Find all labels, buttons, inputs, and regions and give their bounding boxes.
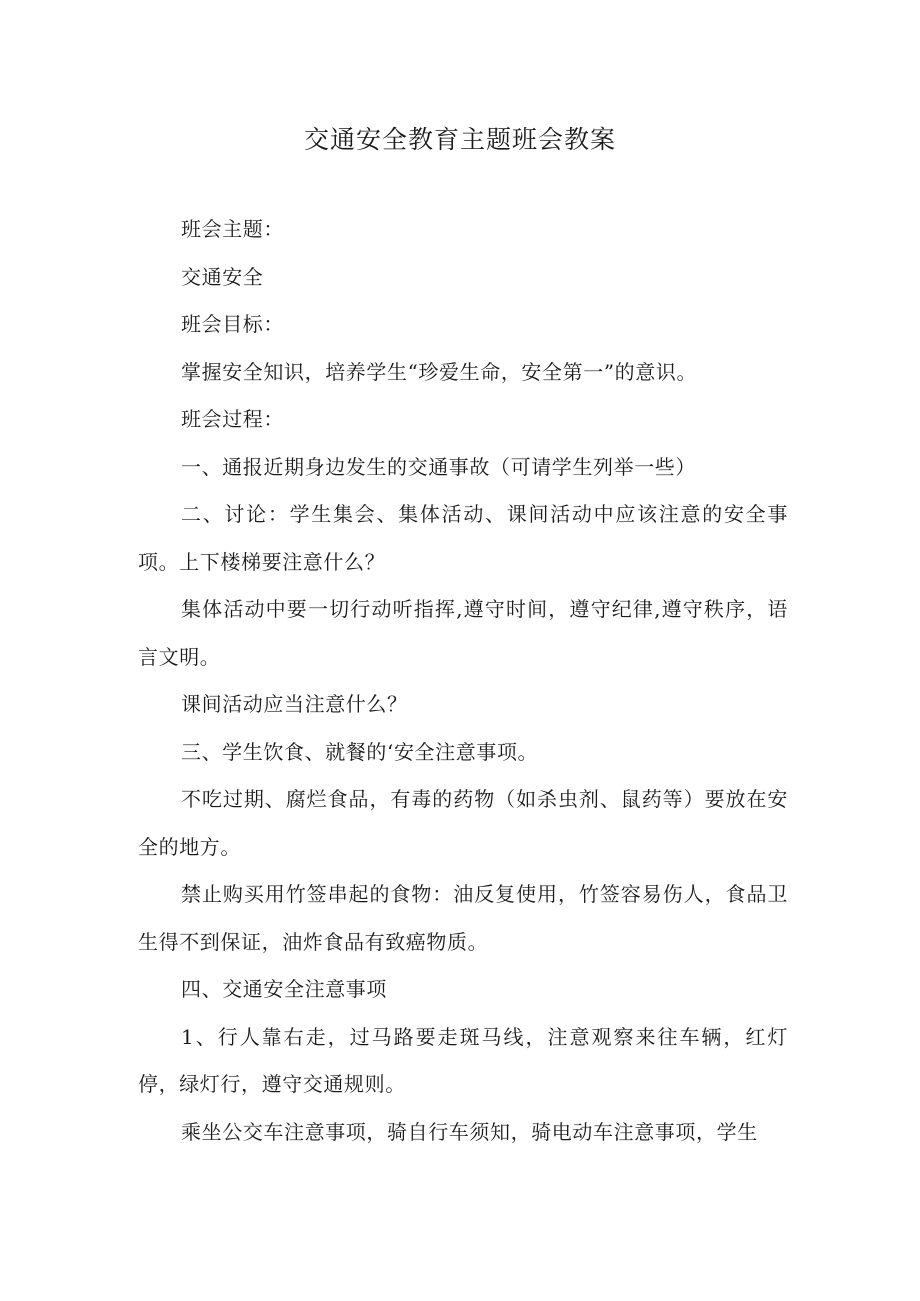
paragraph-pedestrian-rules: 1、行人靠右走，过马路要走斑马线，注意观察来往车辆，红灯停，绿灯行，遵守交通规则。: [138, 1024, 788, 1096]
paragraph-meeting-goal-label: 班会目标：: [181, 312, 284, 336]
paragraph-vehicle-notes: 乘坐公交车注意事项，骑自行车须知，骑电动车注意事项，学生: [181, 1119, 758, 1144]
paragraph-skewer-food: 禁止购买用竹签串起的食物：油反复使用，竹签容易伤人，食品卫生得不到保证，油炸食品有致癌物质。: [138, 882, 788, 954]
paragraph-meeting-process-label: 班会过程：: [181, 407, 284, 431]
paragraph-section-three: 三、学生饮食、就餐的‘安全注意事项。: [181, 739, 539, 764]
paragraph-meeting-topic: 交通安全: [181, 264, 264, 289]
document-body: [138, 206, 788, 1156]
paragraph-section-one: 一、通报近期身边发生的交通事故（可请学生列举一些）: [181, 454, 696, 479]
paragraph-expired-food: 不吃过期、腐烂食品，有毒的药物（如杀虫剂、鼠药等）要放在安全的地方。: [138, 787, 788, 859]
paragraph-break-activity: 课间活动应当注意什么？: [181, 692, 408, 716]
paragraph-section-two: 二、讨论：学生集会、集体活动、课间活动中应该注意的安全事项。上下楼梯要注意什么？: [138, 502, 788, 574]
paragraph-group-activity: 集体活动中要一切行动听指挥,遵守时间，遵守纪律,遵守秩序，语言文明。: [138, 597, 788, 669]
paragraph-meeting-goal: 掌握安全知识，培养学生“珍爱生命，安全第一”的意识。: [181, 359, 698, 384]
document-title: 交通安全教育主题班会教案: [303, 125, 616, 154]
paragraph-meeting-topic-label: 班会主题：: [181, 217, 284, 241]
paragraph-section-four: 四、交通安全注意事项: [181, 977, 387, 1001]
